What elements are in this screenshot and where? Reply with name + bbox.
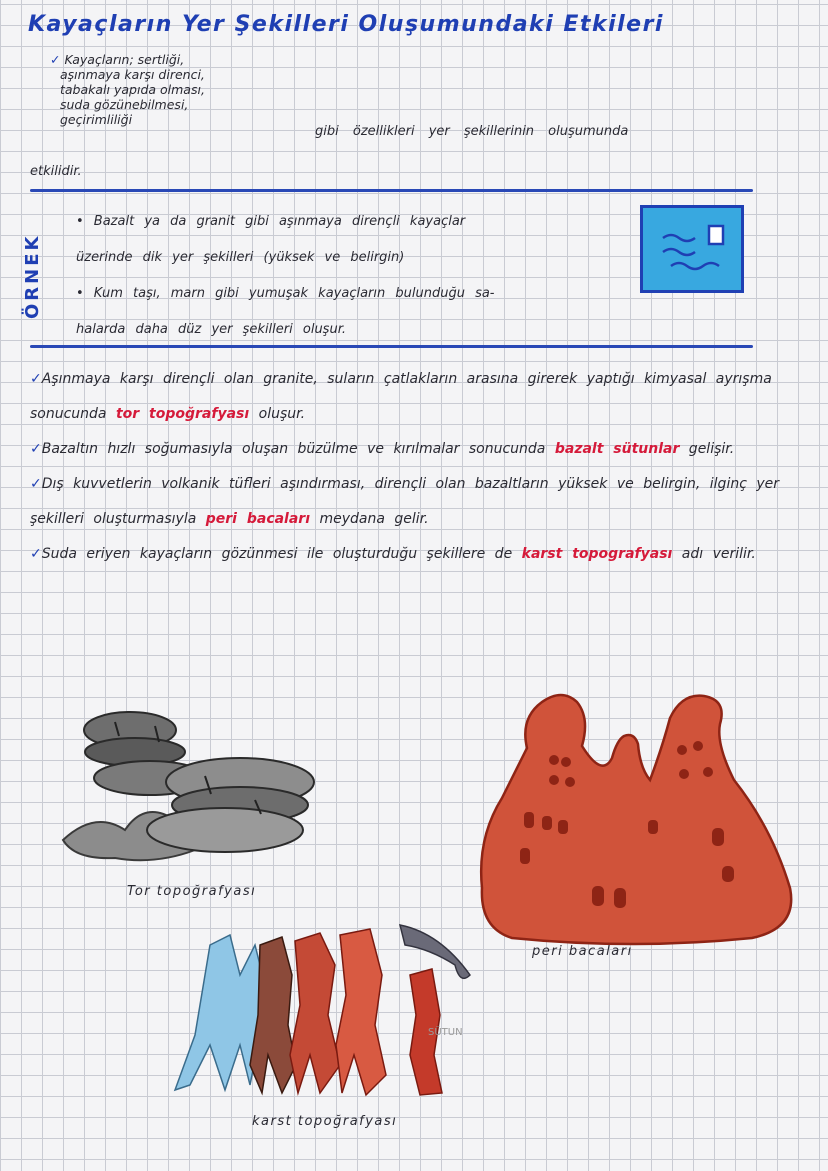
intro-section xyxy=(30,52,800,179)
karst-drawing xyxy=(170,915,490,1105)
intro-item: geçirimliliği xyxy=(60,112,133,127)
paragraph: ✓Dış kuvvetlerin volkanik tüfleri aşındırması, dirençli olan bazaltların yüksek ve belirgin, ilginç yer şekilleri oluşturmasıyla peri bacaları meydana gelir. xyxy=(30,476,780,527)
karst-caption: karst topoğrafyası xyxy=(252,1114,398,1129)
explanations xyxy=(30,362,790,572)
checkmark-icon: ✓ xyxy=(30,476,42,492)
ornek-line: • Kum taşı, marn gibi yumuşak kayaçların bulunduğu sa- xyxy=(76,286,495,301)
ornek-line: üzerinde dik yer şekilleri (yüksek ve belirgin) xyxy=(76,250,405,265)
tor-drawing xyxy=(55,690,335,880)
peri-bacalari-drawing xyxy=(472,688,802,948)
ornek-line: halarda daha düz yer şekilleri oluşur. xyxy=(76,322,346,337)
checkmark-icon: ✓ xyxy=(30,441,42,457)
checkmark-icon: ✓ xyxy=(50,52,61,67)
intro-item: Kayaçların; sertliği, xyxy=(64,52,185,67)
intro-item: tabakalı yapıda olması, xyxy=(60,82,205,97)
page-title: Kayaçların Yer Şekilleri Oluşumundaki Etkileri xyxy=(28,12,664,37)
checkmark-icon: ✓ xyxy=(30,371,42,387)
paragraph: ✓Bazaltın hızlı soğumasıyla oluşan büzülme ve kırılmalar sonucunda bazalt sütunlar gelişir. xyxy=(30,441,735,457)
intro-item: aşınmaya karşı direnci, xyxy=(60,67,205,82)
intro-tail: gibi özellikleri yer şekillerinin oluşumunda xyxy=(315,124,629,139)
ornek-text xyxy=(76,204,621,348)
ornek-line: • Bazalt ya da granit gibi aşınmaya dirençli kayaçlar xyxy=(76,214,466,229)
tor-caption: Tor topoğrafyası xyxy=(127,884,257,899)
peri-caption: peri bacaları xyxy=(532,944,633,959)
term-highlight: bazalt sütunlar xyxy=(554,441,680,457)
term-highlight: karst topografyası xyxy=(521,546,673,562)
paragraph: ✓Aşınmaya karşı dirençli olan granite, suların çatlakların arasına girerek yaptığı kimyasal ayrışma sonucunda tor topoğrafyası oluşur. xyxy=(30,371,772,422)
checkmark-icon: ✓ xyxy=(30,546,42,562)
paragraph: ✓Suda eriyen kayaçların gözünmesi ile oluşturduğu şekillere de karst topografyası adı verilir. xyxy=(30,546,756,562)
term-highlight: tor topoğrafyası xyxy=(115,406,250,422)
intro-item: suda gözünebilmesi, xyxy=(60,97,189,112)
section-divider xyxy=(30,345,753,348)
ornek-label: ÖRNEK xyxy=(22,233,43,319)
term-highlight: peri bacaları xyxy=(205,511,311,527)
section-divider xyxy=(30,189,753,192)
karst-mark: SÜTUN xyxy=(428,1027,463,1038)
intro-conclusion: etkilidir. xyxy=(30,164,82,179)
postcard-stamp-icon xyxy=(640,205,744,293)
